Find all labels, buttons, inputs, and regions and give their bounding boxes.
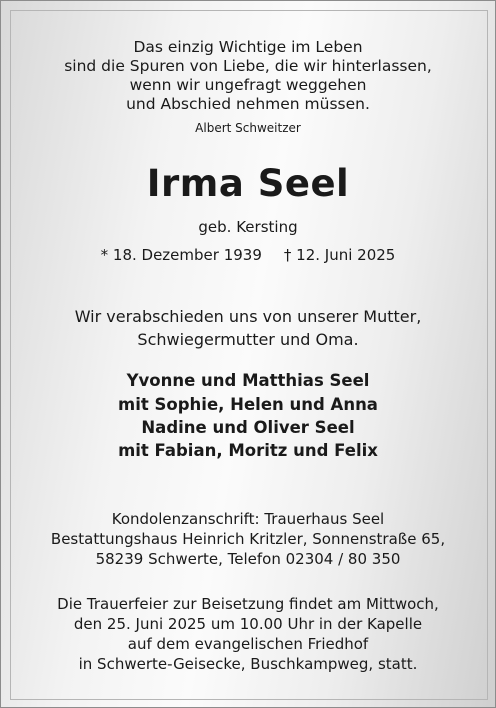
ceremony-line-3: auf dem evangelischen Friedhof [127,635,369,653]
farewell-line-2: Schwiegermutter und Oma. [137,330,359,349]
quote-line-4: und Abschied nehmen müssen. [126,95,370,113]
condolence-line-1: Kondolenzanschrift: Trauerhaus Seel [111,510,385,528]
family-line-3: Nadine und Oliver Seel [141,418,355,437]
condolence-line-2: Bestattungshaus Heinrich Kritzler, Sonnenstraße 65, [50,530,446,548]
family-line-4: mit Fabian, Moritz und Felix [118,441,378,460]
quote-line-2: sind die Spuren von Liebe, die wir hinterlassen, [64,57,432,75]
family-line-1: Yvonne und Matthias Seel [126,371,370,390]
birth-date: * 18. Dezember 1939 [100,246,262,264]
ceremony-line-4: in Schwerte-Geisecke, Buschkampweg, statt. [78,655,418,673]
condolence-line-3: 58239 Schwerte, Telefon 02304 / 80 350 [95,550,401,568]
ceremony-line-1: Die Trauerfeier zur Beisetzung findet am Mittwoch, [57,595,439,613]
life-dates [0,246,496,264]
farewell-line-1: Wir verabschieden uns von unserer Mutter, [74,307,422,326]
quote-author: Albert Schweitzer [195,121,301,135]
ceremony-line-2: den 25. Juni 2025 um 10.00 Uhr in der Kapelle [73,615,423,633]
quote-line-3: wenn wir ungefragt weggehen [129,76,367,94]
death-date: † 12. Juni 2025 [283,246,396,264]
deceased-name: Irma Seel [146,162,350,205]
maiden-name: geb. Kersting [198,218,298,236]
family-line-2: mit Sophie, Helen und Anna [118,395,378,414]
quote-line-1: Das einzig Wichtige im Leben [133,38,363,56]
